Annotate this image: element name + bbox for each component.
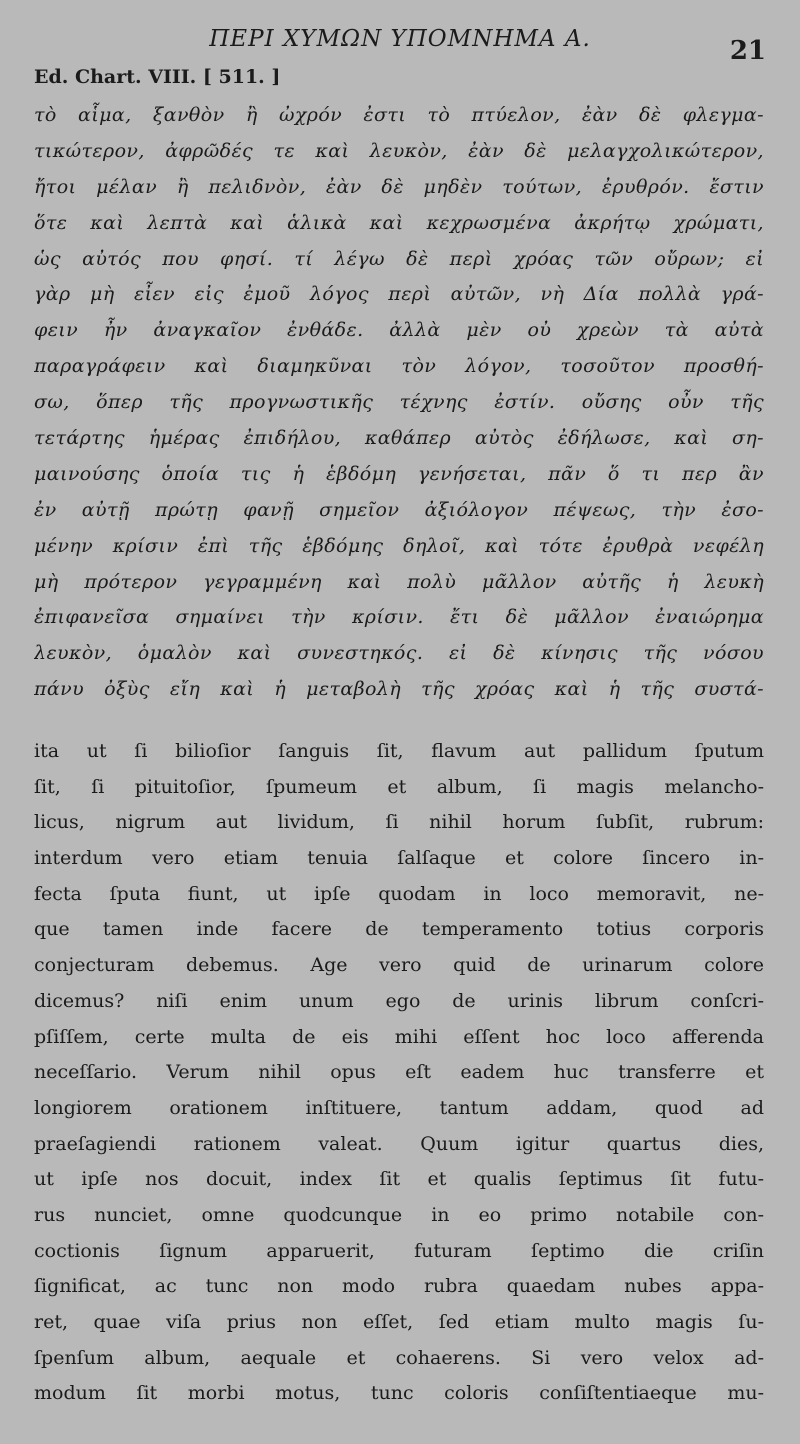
page-number: 21: [729, 36, 766, 66]
latin-text-block: [34, 734, 764, 1412]
greek-line: πάνυ ὀξὺς εἴη καὶ ἡ μεταβολὴ τῆς χρόας καὶ ἡ τῆς συστά-: [34, 678, 764, 701]
greek-line: παραγράφειν καὶ διαμηκῦναι τὸν λόγον, τοσοῦτον προσθή-: [34, 355, 764, 378]
latin-line: longiorem orationem inſtituere, tantum addam, quod ad: [34, 1096, 764, 1119]
latin-line: ſit, ſi pituitoſior, ſpumeum et album, ſi magis melancho-: [34, 775, 764, 798]
latin-line: ſignificat, ac tunc non modo rubra quaedam nubes appa-: [34, 1275, 764, 1298]
greek-line: ἐπιφανεῖσα σημαίνει τὴν κρίσιν. ἔτι δὲ μᾶλλον ἐναιώρημα: [34, 606, 764, 629]
greek-line: γὰρ μὴ εἶεν εἰς ἐμοῦ λόγος περὶ αὐτῶν, νὴ Δία πολλὰ γρά-: [34, 283, 764, 306]
greek-line: ὡς αὐτός που φησί. τί λέγω δὲ περὶ χρόας τῶν οὔρων; εἰ: [34, 247, 764, 270]
latin-line: que tamen inde facere de temperamento totius corporis: [34, 918, 764, 941]
greek-line: τικώτερον, ἀφρῶδές τε καὶ λευκὸν, ἐὰν δὲ μελαγχολικώτερον,: [34, 139, 764, 162]
greek-line: μένην κρίσιν ἐπὶ τῆς ἑβδόμης δηλοῖ, καὶ τότε ἐρυθρὰ νεφέλη: [34, 534, 764, 557]
running-title: ΠΕΡΙ ΧΥΜΩΝ ΥΠΟΜΝΗΜΑ Α.: [209, 26, 591, 52]
greek-line: φειν ἦν ἀναγκαῖον ἐνθάδε. ἀλλὰ μὲν οὐ χρεὼν τὰ αὐτὰ: [34, 319, 764, 342]
latin-line: ſpenſum album, aequale et cohaerens. Si vero velox ad-: [34, 1346, 764, 1369]
greek-line: ἐν αὐτῇ πρώτῃ φανῇ σημεῖον ἀξιόλογον πέψεως, τὴν ἐσο-: [34, 498, 764, 521]
greek-line: σω, ὅπερ τῆς προγνωστικῆς τέχνης ἐστίν. οὔσης οὖν τῆς: [34, 391, 764, 414]
greek-line: λευκὸν, ὁμαλὸν καὶ συνεστηκός. εἰ δὲ κίνησις τῆς νόσου: [34, 642, 764, 665]
edition-reference: Ed. Chart. VIII. [ 511. ]: [34, 66, 281, 88]
latin-line: praeſagiendi rationem valeat. Quum igitur quartus dies,: [34, 1132, 764, 1155]
greek-text-block: [34, 98, 764, 708]
greek-line: τὸ αἷμα, ξανθὸν ἢ ὠχρόν ἐστι τὸ πτύελον, ἐὰν δὲ φλεγμα-: [34, 104, 764, 126]
latin-line: neceſſario. Verum nihil opus eſt eadem huc transferre et: [34, 1061, 764, 1084]
latin-line: coctionis ſignum apparuerit, futuram ſeptimo die criſin: [34, 1239, 764, 1262]
latin-line: conjecturam debemus. Age vero quid de urinarum colore: [34, 954, 764, 977]
greek-line: τετάρτης ἡμέρας ἐπιδήλου, καθάπερ αὐτὸς ἐδήλωσε, καὶ ση-: [34, 427, 764, 450]
latin-line: ut ipſe nos docuit, index ſit et qualis ſeptimus ſit futu-: [34, 1168, 764, 1191]
latin-line: rus nunciet, omne quodcunque in eo primo notabile con-: [34, 1203, 764, 1226]
latin-line: ita ut ſi bilioſior ſanguis ſit, flavum aut pallidum ſputum: [34, 740, 764, 762]
latin-line: pſiſſem, certe multa de eis mihi eſſent hoc loco afferenda: [34, 1025, 764, 1048]
greek-line: ὅτε καὶ λεπτὰ καὶ ἁλικὰ καὶ κεχρωσμένα ἀκρήτῳ χρώματι,: [34, 211, 764, 234]
latin-line: ret, quae viſa prius non eſſet, ſed etiam multo magis ſu-: [34, 1311, 764, 1333]
latin-line: interdum vero etiam tenuia ſalſaque et colore ſincero in-: [34, 847, 764, 870]
greek-line: ἤτοι μέλαν ἢ πελιδνὸν, ἐὰν δὲ μηδὲν τούτων, ἐρυθρόν. ἔστιν: [34, 175, 764, 198]
greek-line: μαινούσης ὁποία τις ἡ ἑβδόμη γενήσεται, πᾶν ὅ τι περ ἂν: [34, 462, 764, 485]
latin-line: licus, nigrum aut lividum, ſi nihil horum ſubſit, rubrum:: [34, 811, 764, 834]
latin-line: fecta ſputa fiunt, ut ipſe quodam in loco memoravit, ne-: [34, 882, 764, 905]
latin-line: dicemus? niſi enim unum ego de urinis librum conſcri-: [34, 989, 764, 1012]
greek-line: μὴ πρότερον γεγραμμένη καὶ πολὺ μᾶλλον αὐτῆς ἡ λευκὴ: [34, 570, 764, 593]
latin-line: modum ſit morbi motus, tunc coloris conſiſtentiaeque mu-: [34, 1382, 764, 1405]
